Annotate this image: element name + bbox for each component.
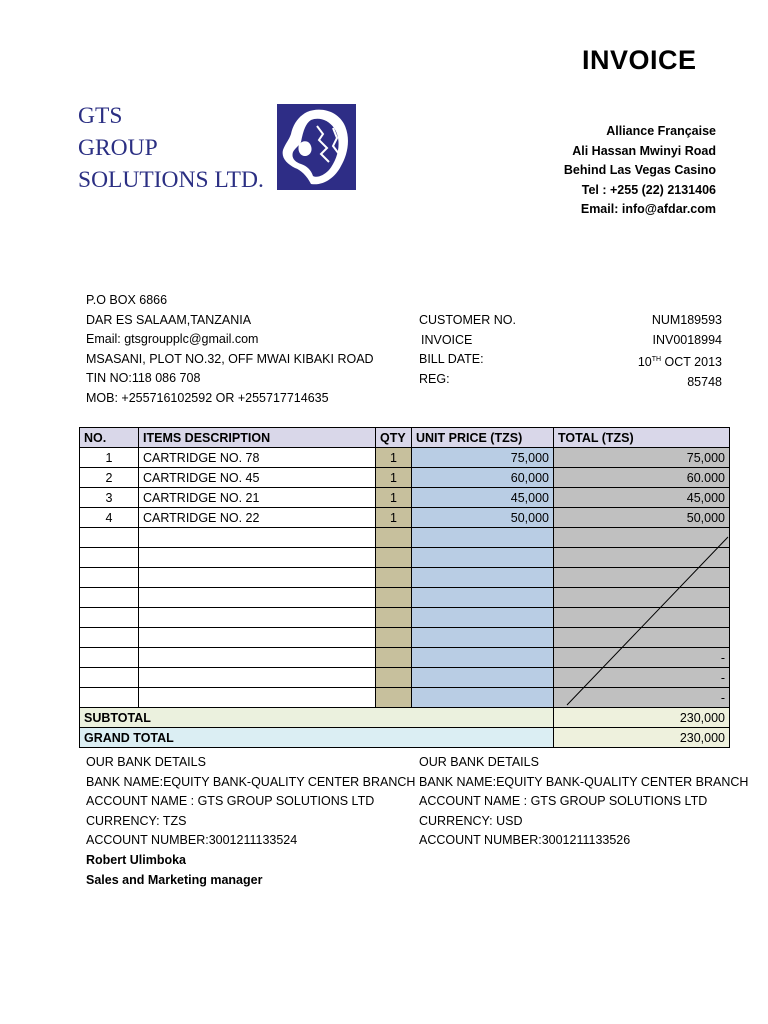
header-unit-price: UNIT PRICE (TZS) <box>412 428 554 448</box>
item-description: CARTRIDGE NO. 22 <box>139 508 376 528</box>
item-description <box>139 668 376 688</box>
invoice-meta-labels <box>419 311 516 389</box>
item-unit-price: 45,000 <box>412 488 554 508</box>
header-total: TOTAL (TZS) <box>554 428 730 448</box>
item-qty <box>376 648 412 668</box>
item-no <box>80 608 139 628</box>
item-qty <box>376 548 412 568</box>
sender-line: DAR ES SALAAM,TANZANIA <box>86 312 252 327</box>
currency: CURRENCY: TZS <box>86 813 187 828</box>
reg-label: REG: <box>419 371 450 386</box>
item-unit-price <box>412 668 554 688</box>
subtotal-row <box>80 708 730 728</box>
sender-address <box>86 291 374 409</box>
item-unit-price: 60,000 <box>412 468 554 488</box>
item-description: CARTRIDGE NO. 21 <box>139 488 376 508</box>
header-qty: QTY <box>376 428 412 448</box>
item-qty <box>376 668 412 688</box>
reg-value: 85748 <box>687 374 722 389</box>
grand-total-label: GRAND TOTAL <box>80 728 554 748</box>
item-no: 4 <box>80 508 139 528</box>
customer-no-label: CUSTOMER NO. <box>419 313 516 327</box>
invoice-no-label: INVOICE <box>421 332 473 347</box>
recipient-line: Alliance Française <box>606 124 716 138</box>
company-name-line: GTS <box>78 103 123 129</box>
subtotal-value: 230,000 <box>554 708 730 728</box>
item-unit-price: 50,000 <box>412 508 554 528</box>
item-no <box>80 628 139 648</box>
item-no: 1 <box>80 448 139 468</box>
item-description <box>139 528 376 548</box>
item-qty: 1 <box>376 508 412 528</box>
item-qty: 1 <box>376 448 412 468</box>
item-qty <box>376 588 412 608</box>
bank-details-usd <box>419 753 748 851</box>
sender-line: Email: gtsgroupplc@gmail.com <box>86 332 259 347</box>
company-name <box>78 100 264 196</box>
header-no: NO. <box>80 428 139 448</box>
item-qty <box>376 568 412 588</box>
bill-date-day: 10 <box>637 355 652 370</box>
bank-details-tzs <box>86 753 415 890</box>
item-qty <box>376 688 412 708</box>
bill-date-suffix: TH <box>651 356 662 364</box>
table-header-row <box>80 428 730 448</box>
item-qty <box>376 608 412 628</box>
item-unit-price <box>412 688 554 708</box>
item-no <box>80 668 139 688</box>
table-row <box>80 468 730 488</box>
company-name-line: GROUP <box>78 135 158 161</box>
invoice-meta-values <box>638 311 722 393</box>
bill-date-value <box>638 350 722 373</box>
bank-name: BANK NAME:EQUITY BANK-QUALITY CENTER BRANCH <box>419 774 749 789</box>
item-description <box>139 568 376 588</box>
item-unit-price: 75,000 <box>412 448 554 468</box>
item-no <box>80 588 139 608</box>
item-total: 60.000 <box>554 468 730 488</box>
bank-details-heading: OUR BANK DETAILS <box>86 755 206 769</box>
item-no <box>80 528 139 548</box>
recipient-line: Behind Las Vegas Casino <box>563 163 716 177</box>
signatory-name: Robert Ulimboka <box>86 852 187 867</box>
account-name: ACCOUNT NAME : GTS GROUP SOLUTIONS LTD <box>86 794 375 809</box>
signatory-title: Sales and Marketing manager <box>86 872 263 887</box>
account-name: ACCOUNT NAME : GTS GROUP SOLUTIONS LTD <box>419 794 708 809</box>
item-description <box>139 688 376 708</box>
table-row <box>80 488 730 508</box>
item-no <box>80 688 139 708</box>
item-description: CARTRIDGE NO. 78 <box>139 448 376 468</box>
item-description <box>139 548 376 568</box>
invoice-title: INVOICE <box>582 45 697 75</box>
item-unit-price <box>412 568 554 588</box>
bank-details-heading: OUR BANK DETAILS <box>419 755 539 769</box>
item-unit-price <box>412 528 554 548</box>
item-qty <box>376 528 412 548</box>
item-unit-price <box>412 648 554 668</box>
item-description <box>139 648 376 668</box>
sender-line: MSASANI, PLOT NO.32, OFF MWAI KIBAKI ROAD <box>86 351 374 366</box>
bill-date-label: BILL DATE: <box>419 352 484 367</box>
grand-total-row <box>80 728 730 748</box>
item-total: 75,000 <box>554 448 730 468</box>
company-name-line: SOLUTIONS LTD. <box>78 167 264 193</box>
item-total: - <box>554 648 730 668</box>
grand-total-value: 230,000 <box>554 728 730 748</box>
subtotal-label: SUBTOTAL <box>80 708 554 728</box>
recipient-line: Tel : +255 (22) 2131406 <box>581 182 716 197</box>
header-description: ITEMS DESCRIPTION <box>139 428 376 448</box>
item-unit-price <box>412 608 554 628</box>
item-total: - <box>554 688 730 708</box>
item-no: 3 <box>80 488 139 508</box>
item-qty: 1 <box>376 488 412 508</box>
item-no <box>80 548 139 568</box>
item-total: - <box>554 668 730 688</box>
item-no: 2 <box>80 468 139 488</box>
item-qty: 1 <box>376 468 412 488</box>
table-row <box>80 508 730 528</box>
recipient-line: Ali Hassan Mwinyi Road <box>572 143 716 158</box>
item-description <box>139 608 376 628</box>
sender-line: TIN NO:118 086 708 <box>86 371 201 386</box>
account-number: ACCOUNT NUMBER:3001211133526 <box>419 833 631 848</box>
item-description <box>139 588 376 608</box>
item-total: 50,000 <box>554 508 730 528</box>
invoice-no-value: INV0018994 <box>652 332 722 347</box>
item-total: 45,000 <box>554 488 730 508</box>
item-qty <box>376 628 412 648</box>
item-no <box>80 648 139 668</box>
empty-rows-strike-line <box>565 535 730 707</box>
item-no <box>80 568 139 588</box>
item-unit-price <box>412 628 554 648</box>
item-description: CARTRIDGE NO. 45 <box>139 468 376 488</box>
account-number: ACCOUNT NUMBER:3001211133524 <box>86 833 298 848</box>
sender-line: MOB: +255716102592 OR +255717714635 <box>86 390 329 405</box>
recipient-address <box>564 122 716 220</box>
item-description <box>139 628 376 648</box>
item-unit-price <box>412 548 554 568</box>
lion-logo-icon <box>277 104 356 190</box>
bill-date-month-year: OCT 2013 <box>661 355 722 370</box>
table-row <box>80 448 730 468</box>
recipient-line: Email: info@afdar.com <box>580 202 716 216</box>
customer-no-value: NUM189593 <box>651 313 722 327</box>
item-unit-price <box>412 588 554 608</box>
sender-line: P.O BOX 6866 <box>86 293 168 307</box>
currency: CURRENCY: USD <box>419 813 523 828</box>
bank-name: BANK NAME:EQUITY BANK-QUALITY CENTER BRANCH <box>86 774 416 789</box>
